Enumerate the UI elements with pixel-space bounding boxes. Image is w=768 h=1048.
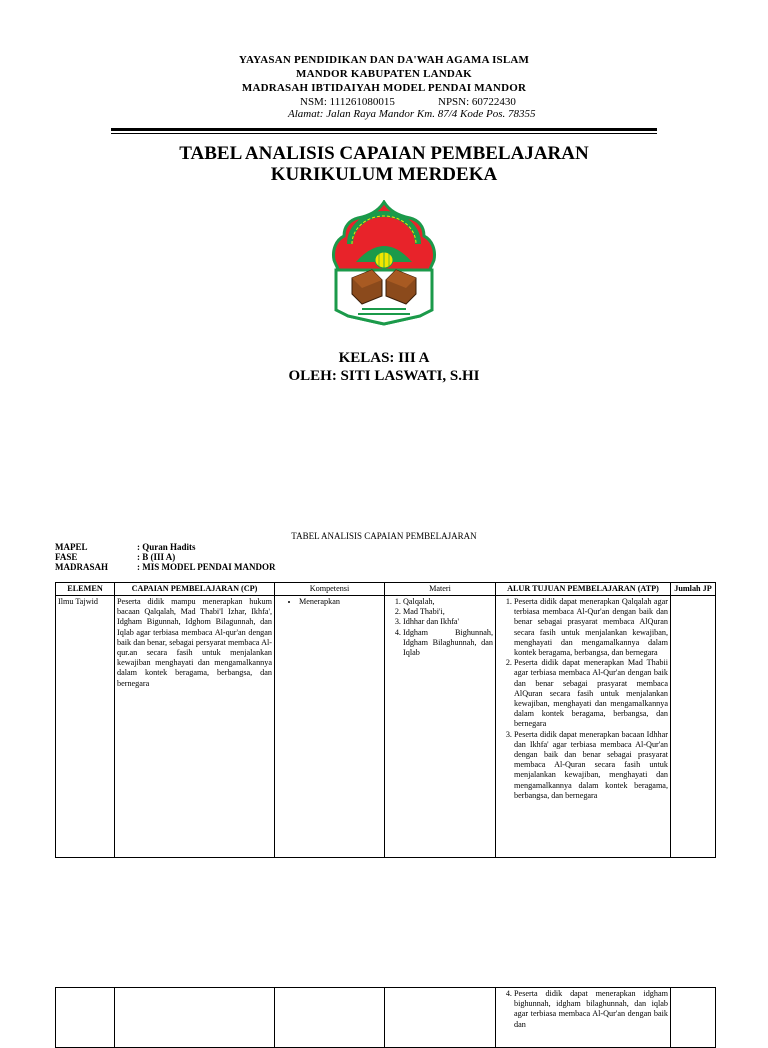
cell-elemen [56, 988, 115, 1048]
materi-item: 3. Idhhar dan Ikhfa' [403, 617, 493, 627]
class-label: KELAS: III A [338, 350, 430, 366]
letterhead-rule-thick [111, 128, 657, 131]
materi-item: 2. Mad Thabi'i, [403, 607, 493, 617]
cell-materi [385, 988, 496, 1048]
materi-item: 4. Idgham Bighunnah, Idgham Bilaghunnah, dan Iqlab [403, 628, 493, 659]
cell-kompetensi [275, 988, 385, 1048]
cell-kompetensi [275, 596, 385, 858]
cell-elemen: Ilmu Tajwid [56, 596, 115, 858]
kompetensi-item: • Menerapkan [299, 597, 382, 607]
cell-materi [385, 596, 496, 858]
table-header-row [56, 583, 716, 596]
cell-jp [671, 988, 716, 1048]
cell-jp [671, 596, 716, 858]
atp-item: 1. Peserta didik dapat menerapkan Qalqalah agar terbiasa membaca Al-Qur'an dengan baik dan benar sebagai prasyarat membaca AlQuran secara fasih untuk menjalankan kewajiban, menghayati dan mengamalkannya dalam kontek beragama, berbangsa, dan bernegara [514, 597, 668, 658]
table-row [56, 596, 716, 858]
cell-atp [496, 988, 671, 1048]
school-logo-emblem-icon [328, 200, 440, 328]
header-atp: ALUR TUJUAN PEMBELAJARAN (ATP) [496, 583, 671, 596]
cell-cp [115, 988, 275, 1048]
fase-value: : B (III A) [137, 552, 176, 562]
madrasah-label: MADRASAH [55, 562, 108, 572]
materi-item: 1. Qalqalah, [403, 597, 493, 607]
header-jp: Jumlah JP [671, 583, 716, 596]
cell-atp [496, 596, 671, 858]
school-name: MADRASAH IBTIDAIYAH MODEL PENDAI MANDOR [241, 82, 527, 94]
fase-label: FASE [55, 552, 78, 562]
atp-item: 2. Peserta didik dapat menerapkan Mad Thabii agar terbiasa membaca Al-Qur'an dengan baik dan benar sebagai prasyarat membaca AlQuran secara fasih untuk menjalankan kewajiban, menghayati dan mengamalkannya dalam kontek beragama, berbangsa, dan bernegara [514, 658, 668, 729]
header-materi: Materi [385, 583, 496, 596]
table-row [56, 988, 716, 1048]
school-logo [328, 200, 440, 328]
madrasah-value: : MIS MODEL PENDAI MANDOR [137, 562, 276, 572]
cp-analysis-table-continued [55, 987, 716, 1048]
mapel-label: MAPEL [55, 542, 88, 552]
document-title: TABEL ANALISIS CAPAIAN PEMBELAJARAN [179, 143, 589, 164]
foundation-location: MANDOR KABUPATEN LANDAK [296, 68, 472, 80]
npsn-number: NPSN: 60722430 [438, 96, 516, 108]
header-kompetensi: Kompetensi [275, 583, 385, 596]
teacher-label: OLEH: SITI LASWATI, S.HI [288, 368, 480, 384]
school-address: Alamat: Jalan Raya Mandor Km. 87/4 Kode Pos. 78355 [288, 108, 536, 120]
nsm-number: NSM: 111261080015 [300, 96, 395, 108]
mapel-value: : Quran Hadits [137, 542, 196, 552]
document-subtitle: KURIKULUM MERDEKA [270, 164, 498, 185]
atp-item: 3. Peserta didik dapat menerapkan bacaan Idhhar dan Ikhfa' agar terbiasa membaca Al-Qur'an dengan baik dan benar sebagai prasyarat membaca Al-Quran secara fasih untuk menjalankan kewajiban, menghayati dan mengamalkannya dalam kontek beragama, berbangsa, dan bernegara [514, 730, 668, 801]
header-cp: CAPAIAN PEMBELAJARAN (CP) [115, 583, 275, 596]
foundation-name: YAYASAN PENDIDIKAN DAN DA'WAH AGAMA ISLAM [238, 54, 530, 66]
atp-item: 4. Peserta didik dapat menerapkan idgham bighunnah, idgham bilaghunnah, dan iqlab agar terbiasa membaca Al-Qur'an dengan baik dan [514, 989, 668, 1030]
cell-cp: Peserta didik mampu menerapkan hukum bacaan Qalqalah, Mad Thabi'I Izhar, Ikhfa', Idgham Bigunnah, Idghom Bilagunnah, dan Iqlab agar terbiasa membaca Al-qur'an dengan baik dan benar, sebagai persyarat membaca Al-qur.an secara fasih untuk menjalankan kewajiban menghayati dan mengamalkannya dalam kontek beragama, berbangsa, dan bernegara [115, 596, 275, 858]
cp-analysis-table [55, 582, 716, 858]
header-elemen: ELEMEN [56, 583, 115, 596]
table-section-title: TABEL ANALISIS CAPAIAN PEMBELAJARAN [291, 531, 477, 541]
letterhead-rule-thin [111, 133, 657, 134]
